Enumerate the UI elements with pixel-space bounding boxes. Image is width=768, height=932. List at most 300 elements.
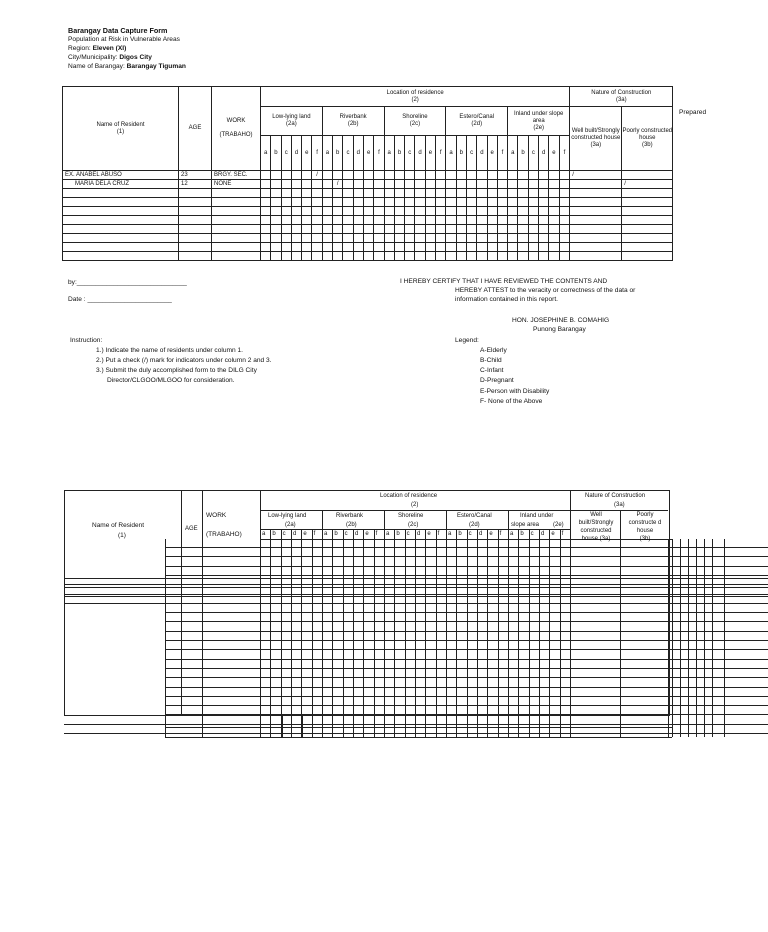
blank-cell[interactable] [425,243,435,252]
blank-cell[interactable] [261,198,271,207]
blank-cell[interactable] [559,189,570,198]
blank-cell[interactable] [466,189,476,198]
blank-cell[interactable] [384,216,394,225]
blank-cell[interactable] [456,225,466,234]
table-row[interactable] [63,234,673,243]
blank-cell[interactable] [363,198,373,207]
blank-cell[interactable] [271,207,281,216]
blank-cell[interactable] [446,225,456,234]
blank-cell[interactable] [271,216,281,225]
blank-cell[interactable] [559,207,570,216]
blank-cell[interactable] [425,234,435,243]
blank-cell[interactable] [559,216,570,225]
blank-cell[interactable] [436,216,446,225]
blank-cell[interactable] [179,252,212,261]
blank-cell[interactable] [261,225,271,234]
blank-cell[interactable] [487,234,497,243]
blank-cell[interactable] [179,198,212,207]
blank-cell[interactable] [570,234,622,243]
blank-cell[interactable] [271,225,281,234]
blank-cell[interactable] [63,225,179,234]
blank-cell[interactable] [466,207,476,216]
blank-cell[interactable] [394,243,404,252]
blank-cell[interactable] [281,207,291,216]
blank-cell[interactable] [312,198,322,207]
blank-cell[interactable] [291,234,301,243]
blank-cell[interactable] [261,189,271,198]
table-row[interactable] [63,225,673,234]
blank-cell[interactable] [436,225,446,234]
blank-cell[interactable] [539,216,549,225]
blank-cell[interactable] [622,189,673,198]
blank-cell[interactable] [384,243,394,252]
blank-cell[interactable] [63,243,179,252]
blank-cell[interactable] [353,207,363,216]
blank-cell[interactable] [518,243,528,252]
blank-cell[interactable] [374,234,384,243]
blank-cell[interactable] [394,189,404,198]
blank-cell[interactable] [425,198,435,207]
blank-cell[interactable] [261,216,271,225]
blank-cell[interactable] [312,216,322,225]
blank-cell[interactable] [291,198,301,207]
blank-cell[interactable] [549,225,559,234]
blank-cell[interactable] [394,252,404,261]
blank-cell[interactable] [353,252,363,261]
blank-cell[interactable] [179,234,212,243]
blank-cell[interactable] [384,252,394,261]
blank-cell[interactable] [456,252,466,261]
blank-cell[interactable] [570,198,622,207]
blank-cell[interactable] [333,252,343,261]
resident-age[interactable]: 23 [179,171,212,180]
blank-cell[interactable] [322,189,332,198]
blank-cell[interactable] [508,243,518,252]
blank-cell[interactable] [477,234,487,243]
blank-cell[interactable] [436,243,446,252]
table-row[interactable] [63,180,673,189]
resident-work[interactable]: BRGY. SEC. [212,171,261,180]
blank-cell[interactable] [446,207,456,216]
blank-cell[interactable] [570,207,622,216]
blank-cell[interactable] [212,225,261,234]
blank-cell[interactable] [374,216,384,225]
blank-cell[interactable] [302,225,312,234]
blank-cell[interactable] [477,207,487,216]
blank-cell[interactable] [528,216,538,225]
blank-cell[interactable] [622,225,673,234]
blank-cell[interactable] [487,216,497,225]
blank-cell[interactable] [261,252,271,261]
blank-cell[interactable] [302,216,312,225]
blank-cell[interactable] [466,198,476,207]
blank-cell[interactable] [212,216,261,225]
blank-cell[interactable] [508,225,518,234]
blank-cell[interactable] [394,225,404,234]
blank-cell[interactable] [497,225,507,234]
blank-cell[interactable] [446,216,456,225]
blank-cell[interactable] [622,198,673,207]
blank-cell[interactable] [477,198,487,207]
blank-cell[interactable] [487,198,497,207]
blank-cell[interactable] [436,198,446,207]
blank-cell[interactable] [425,189,435,198]
table-row[interactable] [63,243,673,252]
blank-cell[interactable] [291,252,301,261]
table-row[interactable] [63,189,673,198]
blank-cell[interactable] [415,243,425,252]
resident-age[interactable]: 12 [179,180,212,189]
blank-cell[interactable] [63,198,179,207]
blank-cell[interactable] [497,216,507,225]
blank-cell[interactable] [312,207,322,216]
blank-cell[interactable] [518,198,528,207]
blank-cell[interactable] [622,243,673,252]
blank-cell[interactable] [570,243,622,252]
blank-cell[interactable] [212,207,261,216]
blank-cell[interactable] [487,252,497,261]
blank-cell[interactable] [559,243,570,252]
blank-cell[interactable] [363,225,373,234]
blank-cell[interactable] [570,189,622,198]
blank-cell[interactable] [322,198,332,207]
blank-cell[interactable] [363,243,373,252]
blank-cell[interactable] [518,252,528,261]
table-row[interactable] [63,207,673,216]
blank-cell[interactable] [374,243,384,252]
blank-cell[interactable] [549,189,559,198]
blank-cell[interactable] [570,225,622,234]
blank-cell[interactable] [456,234,466,243]
blank-cell[interactable] [394,234,404,243]
blank-cell[interactable] [570,252,622,261]
blank-cell[interactable] [281,252,291,261]
blank-cell[interactable] [497,243,507,252]
blank-cell[interactable] [333,216,343,225]
blank-cell[interactable] [384,207,394,216]
blank-cell[interactable] [374,198,384,207]
blank-cell[interactable] [353,243,363,252]
blank-cell[interactable] [384,234,394,243]
blank-cell[interactable] [63,189,179,198]
blank-cell[interactable] [446,252,456,261]
blank-cell[interactable] [322,207,332,216]
blank-cell[interactable] [477,225,487,234]
check-mark[interactable]: / [312,171,322,180]
blank-cell[interactable] [281,225,291,234]
blank-cell[interactable] [333,225,343,234]
blank-cell[interactable] [343,216,353,225]
blank-cell[interactable] [333,243,343,252]
blank-cell[interactable] [456,243,466,252]
blank-cell[interactable] [374,225,384,234]
resident-work[interactable]: NONE [212,180,261,189]
blank-cell[interactable] [497,252,507,261]
blank-cell[interactable] [487,189,497,198]
blank-cell[interactable] [446,234,456,243]
blank-cell[interactable] [322,252,332,261]
blank-cell[interactable] [322,243,332,252]
blank-cell[interactable] [456,189,466,198]
blank-cell[interactable] [415,198,425,207]
blank-cell[interactable] [539,189,549,198]
blank-cell[interactable] [518,216,528,225]
blank-cell[interactable] [343,234,353,243]
blank-cell[interactable] [405,189,415,198]
blank-cell[interactable] [271,243,281,252]
blank-cell[interactable] [271,252,281,261]
blank-cell[interactable] [212,198,261,207]
blank-cell[interactable] [63,252,179,261]
blank-cell[interactable] [446,243,456,252]
blank-cell[interactable] [425,225,435,234]
blank-cell[interactable] [363,252,373,261]
blank-cell[interactable] [281,189,291,198]
blank-cell[interactable] [179,216,212,225]
blank-cell[interactable] [456,198,466,207]
blank-cell[interactable] [487,225,497,234]
blank-cell[interactable] [528,198,538,207]
blank-cell[interactable] [322,216,332,225]
blank-cell[interactable] [539,252,549,261]
blank-cell[interactable] [539,234,549,243]
blank-cell[interactable] [63,207,179,216]
blank-cell[interactable] [415,216,425,225]
blank-cell[interactable] [179,207,212,216]
blank-cell[interactable] [394,198,404,207]
blank-cell[interactable] [466,225,476,234]
blank-cell[interactable] [622,234,673,243]
blank-cell[interactable] [281,243,291,252]
blank-cell[interactable] [394,207,404,216]
blank-cell[interactable] [539,243,549,252]
blank-cell[interactable] [405,216,415,225]
blank-cell[interactable] [271,234,281,243]
blank-cell[interactable] [281,234,291,243]
blank-cell[interactable] [343,225,353,234]
blank-cell[interactable] [559,225,570,234]
blank-cell[interactable] [343,189,353,198]
blank-cell[interactable] [425,252,435,261]
blank-cell[interactable] [549,252,559,261]
blank-cell[interactable] [436,189,446,198]
blank-cell[interactable] [291,225,301,234]
blank-cell[interactable] [333,234,343,243]
blank-cell[interactable] [477,216,487,225]
blank-cell[interactable] [291,207,301,216]
blank-cell[interactable] [622,252,673,261]
blank-cell[interactable] [343,207,353,216]
blank-cell[interactable] [322,234,332,243]
blank-cell[interactable] [291,216,301,225]
blank-cell[interactable] [363,207,373,216]
blank-cell[interactable] [63,216,179,225]
blank-cell[interactable] [394,216,404,225]
blank-cell[interactable] [528,207,538,216]
blank-cell[interactable] [549,216,559,225]
blank-cell[interactable] [508,198,518,207]
blank-cell[interactable] [281,198,291,207]
blank-cell[interactable] [179,243,212,252]
blank-cell[interactable] [415,225,425,234]
blank-cell[interactable] [477,252,487,261]
blank-cell[interactable] [363,189,373,198]
blank-cell[interactable] [374,189,384,198]
blank-cell[interactable] [291,243,301,252]
blank-cell[interactable] [570,216,622,225]
blank-cell[interactable] [271,189,281,198]
blank-cell[interactable] [549,243,559,252]
blank-cell[interactable] [466,234,476,243]
check-mark[interactable]: / [333,180,343,189]
blank-cell[interactable] [456,216,466,225]
blank-cell[interactable] [291,189,301,198]
blank-cell[interactable] [281,216,291,225]
date-field[interactable]: Date : _______________________ [68,296,172,303]
blank-cell[interactable] [179,225,212,234]
blank-cell[interactable] [261,243,271,252]
blank-cell[interactable] [179,189,212,198]
table-row[interactable] [63,198,673,207]
blank-cell[interactable] [353,225,363,234]
blank-cell[interactable] [302,252,312,261]
blank-cell[interactable] [559,252,570,261]
blank-cell[interactable] [302,189,312,198]
blank-cell[interactable] [477,243,487,252]
blank-cell[interactable] [302,234,312,243]
blank-cell[interactable] [353,198,363,207]
blank-cell[interactable] [528,234,538,243]
blank-cell[interactable] [415,252,425,261]
blank-cell[interactable] [343,243,353,252]
blank-cell[interactable] [539,207,549,216]
blank-cell[interactable] [405,198,415,207]
blank-cell[interactable] [497,207,507,216]
blank-cell[interactable] [384,189,394,198]
blank-cell[interactable] [539,198,549,207]
blank-cell[interactable] [549,207,559,216]
blank-cell[interactable] [312,252,322,261]
blank-cell[interactable] [622,216,673,225]
blank-cell[interactable] [312,189,322,198]
blank-cell[interactable] [333,207,343,216]
blank-cell[interactable] [322,225,332,234]
blank-cell[interactable] [528,189,538,198]
blank-cell[interactable] [415,207,425,216]
blank-cell[interactable] [212,243,261,252]
blank-cell[interactable] [549,234,559,243]
blank-cell[interactable] [466,252,476,261]
blank-cell[interactable] [497,189,507,198]
blank-cell[interactable] [446,198,456,207]
blank-cell[interactable] [487,243,497,252]
table-row[interactable] [63,252,673,261]
blank-cell[interactable] [363,216,373,225]
blank-cell[interactable] [436,234,446,243]
blank-cell[interactable] [456,207,466,216]
blank-cell[interactable] [528,252,538,261]
blank-cell[interactable] [466,216,476,225]
blank-cell[interactable] [518,189,528,198]
blank-cell[interactable] [302,198,312,207]
blank-cell[interactable] [333,198,343,207]
blank-cell[interactable] [559,234,570,243]
blank-cell[interactable] [212,234,261,243]
blank-cell[interactable] [374,207,384,216]
blank-cell[interactable] [528,243,538,252]
blank-cell[interactable] [384,198,394,207]
poorly-check[interactable]: / [622,180,673,189]
blank-cell[interactable] [405,243,415,252]
blank-cell[interactable] [446,189,456,198]
blank-cell[interactable] [63,234,179,243]
blank-cell[interactable] [333,189,343,198]
blank-cell[interactable] [261,207,271,216]
blank-cell[interactable] [436,207,446,216]
blank-cell[interactable] [405,252,415,261]
blank-cell[interactable] [212,189,261,198]
blank-cell[interactable] [559,198,570,207]
blank-cell[interactable] [466,243,476,252]
blank-cell[interactable] [528,225,538,234]
blank-cell[interactable] [622,207,673,216]
well-built-check[interactable]: / [570,171,622,180]
blank-cell[interactable] [415,234,425,243]
blank-cell[interactable] [405,225,415,234]
blank-cell[interactable] [261,234,271,243]
blank-cell[interactable] [343,252,353,261]
blank-cell[interactable] [415,189,425,198]
blank-cell[interactable] [518,207,528,216]
blank-cell[interactable] [312,234,322,243]
table-row[interactable] [63,216,673,225]
blank-cell[interactable] [425,207,435,216]
blank-cell[interactable] [497,198,507,207]
resident-name[interactable]: EX. ANABEL ABUSO [63,171,179,180]
resident-name[interactable]: MARIA DELA CRUZ [63,180,179,189]
blank-cell[interactable] [363,234,373,243]
blank-cell[interactable] [374,252,384,261]
blank-cell[interactable] [518,234,528,243]
blank-cell[interactable] [405,207,415,216]
blank-cell[interactable] [302,207,312,216]
blank-cell[interactable] [508,234,518,243]
blank-cell[interactable] [343,198,353,207]
blank-cell[interactable] [425,216,435,225]
blank-cell[interactable] [497,234,507,243]
blank-cell[interactable] [384,225,394,234]
table-row[interactable] [63,171,673,180]
blank-cell[interactable] [477,189,487,198]
blank-cell[interactable] [353,189,363,198]
blank-cell[interactable] [302,243,312,252]
blank-cell[interactable] [508,189,518,198]
blank-cell[interactable] [271,198,281,207]
blank-cell[interactable] [353,234,363,243]
blank-cell[interactable] [508,207,518,216]
blank-cell[interactable] [487,207,497,216]
blank-cell[interactable] [539,225,549,234]
blank-cell[interactable] [405,234,415,243]
blank-cell[interactable] [518,225,528,234]
blank-cell[interactable] [212,252,261,261]
blank-cell[interactable] [436,252,446,261]
blank-cell[interactable] [508,216,518,225]
blank-cell[interactable] [312,225,322,234]
blank-cell[interactable] [312,243,322,252]
blank-cell[interactable] [353,216,363,225]
blank-cell[interactable] [508,252,518,261]
